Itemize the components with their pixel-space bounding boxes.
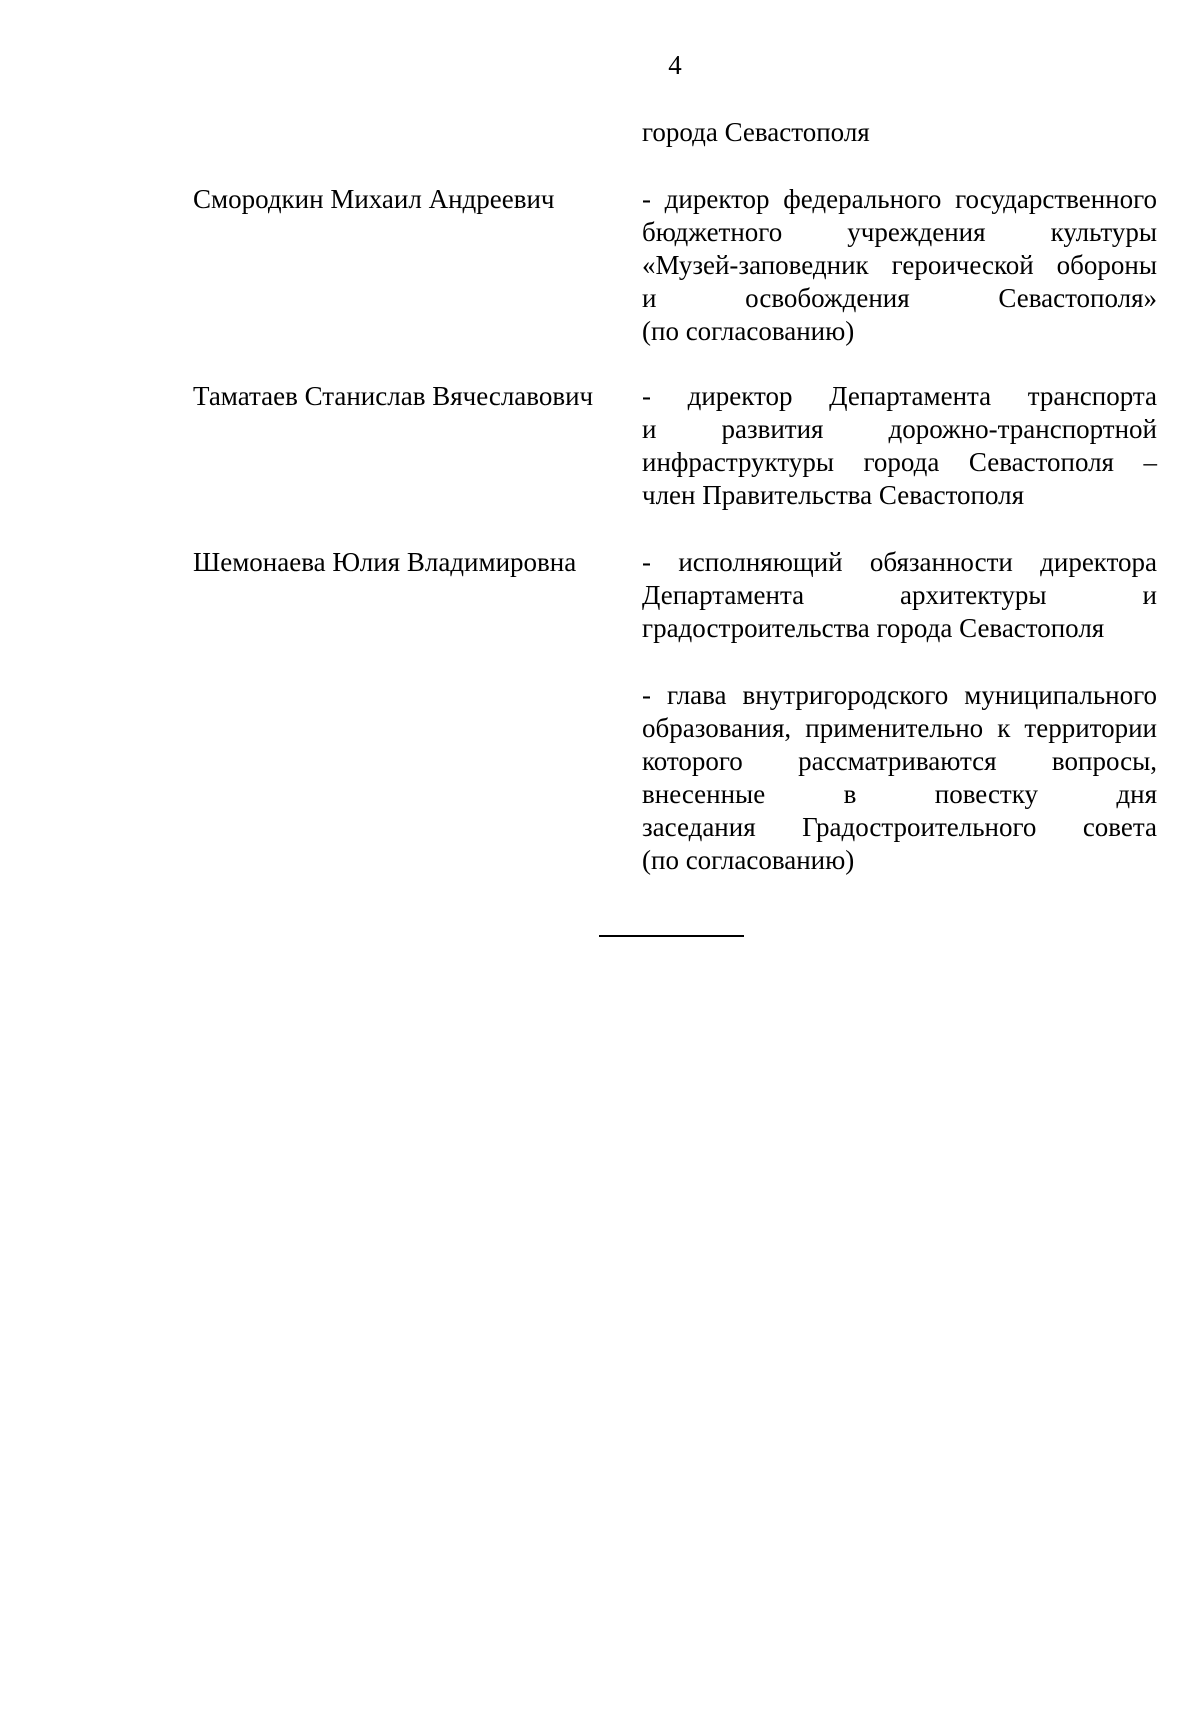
member-name: Шемонаева Юлия Владимировна: [193, 547, 577, 577]
position-line: образования, применительно к территории: [642, 713, 1157, 743]
position-line: бюджетного учреждения культуры: [642, 217, 1157, 247]
member-position: [642, 546, 1157, 645]
position-line: член Правительства Севастополя: [642, 480, 1025, 510]
position-line: - директор федерального государственного: [642, 184, 1157, 214]
position-line: - глава внутригородского муниципального: [642, 680, 1157, 710]
position-line: инфраструктуры города Севастополя –: [642, 447, 1157, 477]
position-line: (по согласованию): [642, 316, 855, 346]
position-line: (по согласованию): [642, 845, 855, 875]
page-number: 4: [668, 50, 682, 80]
member-name: Смородкин Михаил Андреевич: [193, 184, 555, 214]
position-line: Департамента архитектуры и: [642, 580, 1157, 610]
continuation-line: города Севастополя: [642, 117, 870, 147]
position-line: «Музей-заповедник героической обороны: [642, 250, 1157, 280]
position-line: и развития дорожно-транспортной: [642, 414, 1157, 444]
member-position: [642, 183, 1157, 348]
position-line: заседания Градостроительного совета: [642, 812, 1157, 842]
position-line: - директор Департамента транспорта: [642, 381, 1157, 411]
position-line: которого рассматриваются вопросы,: [642, 746, 1157, 776]
member-name: Таматаев Станислав Вячеславович: [193, 381, 594, 411]
member-position: [642, 679, 1157, 877]
position-line: градостроительства города Севастополя: [642, 613, 1105, 643]
end-divider-line: [599, 935, 744, 937]
position-line: внесенные в повестку дня: [642, 779, 1157, 809]
position-line: и освобождения Севастополя»: [642, 283, 1157, 313]
member-position: [642, 380, 1157, 512]
position-line: - исполняющий обязанности директора: [642, 547, 1157, 577]
continuation-description: [642, 116, 1157, 149]
